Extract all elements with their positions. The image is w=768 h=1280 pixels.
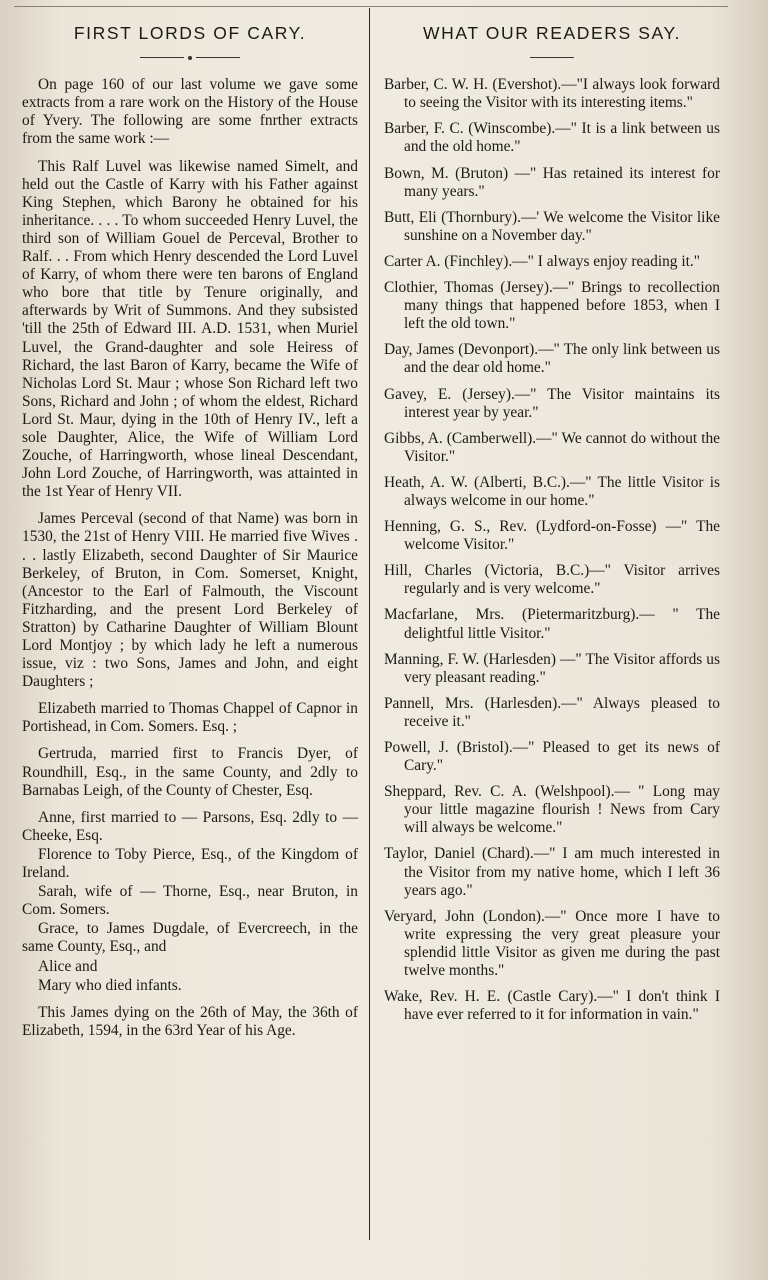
article-paragraph: Anne, first married to — Parsons, Esq. 2dly to — Cheeke, Esq. xyxy=(22,808,358,844)
reader-letter: Manning, F. W. (Harlesden) —" The Visitor affords us very pleasant reading." xyxy=(384,650,720,686)
article-paragraph: Gertruda, married first to Francis Dyer, of Roundhill, Esq., in the same County, and 2dly to Barnabas Leigh, of the County of Chester, Esq. xyxy=(22,745,358,799)
article-paragraph: Florence to Toby Pierce, Esq., of the Kingdom of Ireland. xyxy=(22,845,358,882)
article-paragraph: On page 160 of our last volume we gave some extracts from a rare work on the History of the House of Yvery. The following are some fnrther extracts from the same work :— xyxy=(22,76,358,148)
reader-letter: Barber, F. C. (Winscombe).—" It is a link between us and the old home." xyxy=(384,120,720,156)
reader-letter: Carter A. (Finchley).—" I always enjoy reading it." xyxy=(384,252,701,270)
reader-letter: Heath, A. W. (Alberti, B.C.).—" The little Visitor is always welcome in our home." xyxy=(384,473,720,509)
reader-letter: Pannell, Mrs. (Harlesden).—" Always pleased to receive it." xyxy=(384,694,720,730)
reader-letter: Wake, Rev. H. E. (Castle Cary).—" I don't think I have ever referred to it for information in vain." xyxy=(384,988,720,1024)
reader-letter: Barber, C. W. H. (Evershot).—"I always look forward to seeing the Visitor with its interesting items." xyxy=(384,76,720,112)
article-paragraph: Alice and xyxy=(38,957,98,975)
article-paragraph: This James dying on the 26th of May, the 36th of Elizabeth, 1594, in the 63rd Year of his Age. xyxy=(22,1003,358,1039)
column-divider xyxy=(369,8,370,1240)
article-paragraph: Grace, to James Dugdale, of Evercreech, in the same County, Esq., and xyxy=(22,920,358,956)
reader-letter: Clothier, Thomas (Jersey).—" Brings to recollection many things that happened before 1853, when I left the old town." xyxy=(384,279,720,333)
article-paragraph: Sarah, wife of — Thorne, Esq., near Bruton, in Com. Somers. xyxy=(22,883,358,919)
right-heading-ornament xyxy=(384,48,720,66)
left-column xyxy=(22,14,358,1049)
article-paragraph: James Perceval (second of that Name) was born in 1530, the 21st of Henry VIII. He married five Wives . . . lastly Elizabeth, second Daughter of Sir Maurice Berkeley, of Bruton, in Com. Somerset, Knight, (Ancestor to the Earl of Falmouth, the Viscount Fitzharding, and the present Lord Berkeley of Stratton) by Catharine Daughter of William Blount Lord Montjoy ; by which lady he left a numerous issue, viz : two Sons, James and John, and eight Daughters ; xyxy=(22,510,358,691)
reader-letter: Powell, J. (Bristol).—" Pleased to get its news of Cary." xyxy=(384,739,720,775)
article-paragraph: This Ralf Luvel was likewise named Simelt, and held out the Castle of Karry with his Father against King Stephen, which Barony he obtained for his inheritance. . . . To whom succeeded Henry Luvel, the third son of William Gouel de Perceval, Brother to Ralf. . . From which Henry descended the Lord Luvel of Karry, of whom there were ten barons of England who bore that title by Tenure originally, and afterwards by Writ of Summons. And they subsisted 'till the 25th of Edward III. A.D. 1531, when Muriel Luvel, the Grand-daughter and sole Heiress of Richard, the last Baron of Karry, became the Wife of Nicholas Lord St. Maur ; whose Son Richard left two Sons, Richard and John ; of whom the eldest, Richard Lord St. Maur, dying in the 10th of Henry IV., left a sole Daughter, Alice, the Wife of William Lord Zouche, of Harringworth, whose lineal Descendant, John Lord Zouche, of Harringworth, was attainted in the 1st Year of Henry VII. xyxy=(22,157,358,501)
reader-letter: Sheppard, Rev. C. A. (Welshpool).— " Long may your little magazine flourish ! News from Cary will always be welcome." xyxy=(384,783,720,837)
right-heading: WHAT OUR READERS SAY. xyxy=(423,23,681,43)
article-paragraph: Mary who died infants. xyxy=(38,976,182,994)
article-paragraph: Elizabeth married to Thomas Chappel of Capnor in Portishead, in Com. Somers. Esq. ; xyxy=(22,700,358,736)
right-column xyxy=(384,14,720,1032)
reader-letter: Gibbs, A. (Camberwell).—" We cannot do without the Visitor." xyxy=(384,429,720,465)
top-rule xyxy=(14,6,728,7)
left-heading: FIRST LORDS OF CARY. xyxy=(73,23,307,43)
reader-letter: Hill, Charles (Victoria, B.C.)—" Visitor arrives regularly and is very welcome." xyxy=(384,562,720,598)
reader-letter: Day, James (Devonport).—" The only link between us and the dear old home." xyxy=(384,341,720,377)
left-heading-ornament xyxy=(22,48,358,66)
reader-letter: Veryard, John (London).—" Once more I have to write expressing the very great pleasure your splendid little Visitor as given me during the past twelve months." xyxy=(384,907,720,980)
reader-letter: Gavey, E. (Jersey).—" The Visitor maintains its interest year by year." xyxy=(384,385,720,421)
reader-letter: Macfarlane, Mrs. (Pietermaritzburg).— " The delightful little Visitor." xyxy=(384,606,720,642)
reader-letter: Bown, M. (Bruton) —" Has retained its interest for many years." xyxy=(384,164,720,200)
reader-letter: Taylor, Daniel (Chard).—" I am much interested in the Visitor from my native home, which I left 36 years ago." xyxy=(384,845,720,899)
reader-letter: Butt, Eli (Thornbury).—' We welcome the Visitor like sunshine on a November day." xyxy=(384,208,720,244)
reader-letter: Henning, G. S., Rev. (Lydford-on-Fosse) —" The welcome Visitor." xyxy=(384,518,720,554)
